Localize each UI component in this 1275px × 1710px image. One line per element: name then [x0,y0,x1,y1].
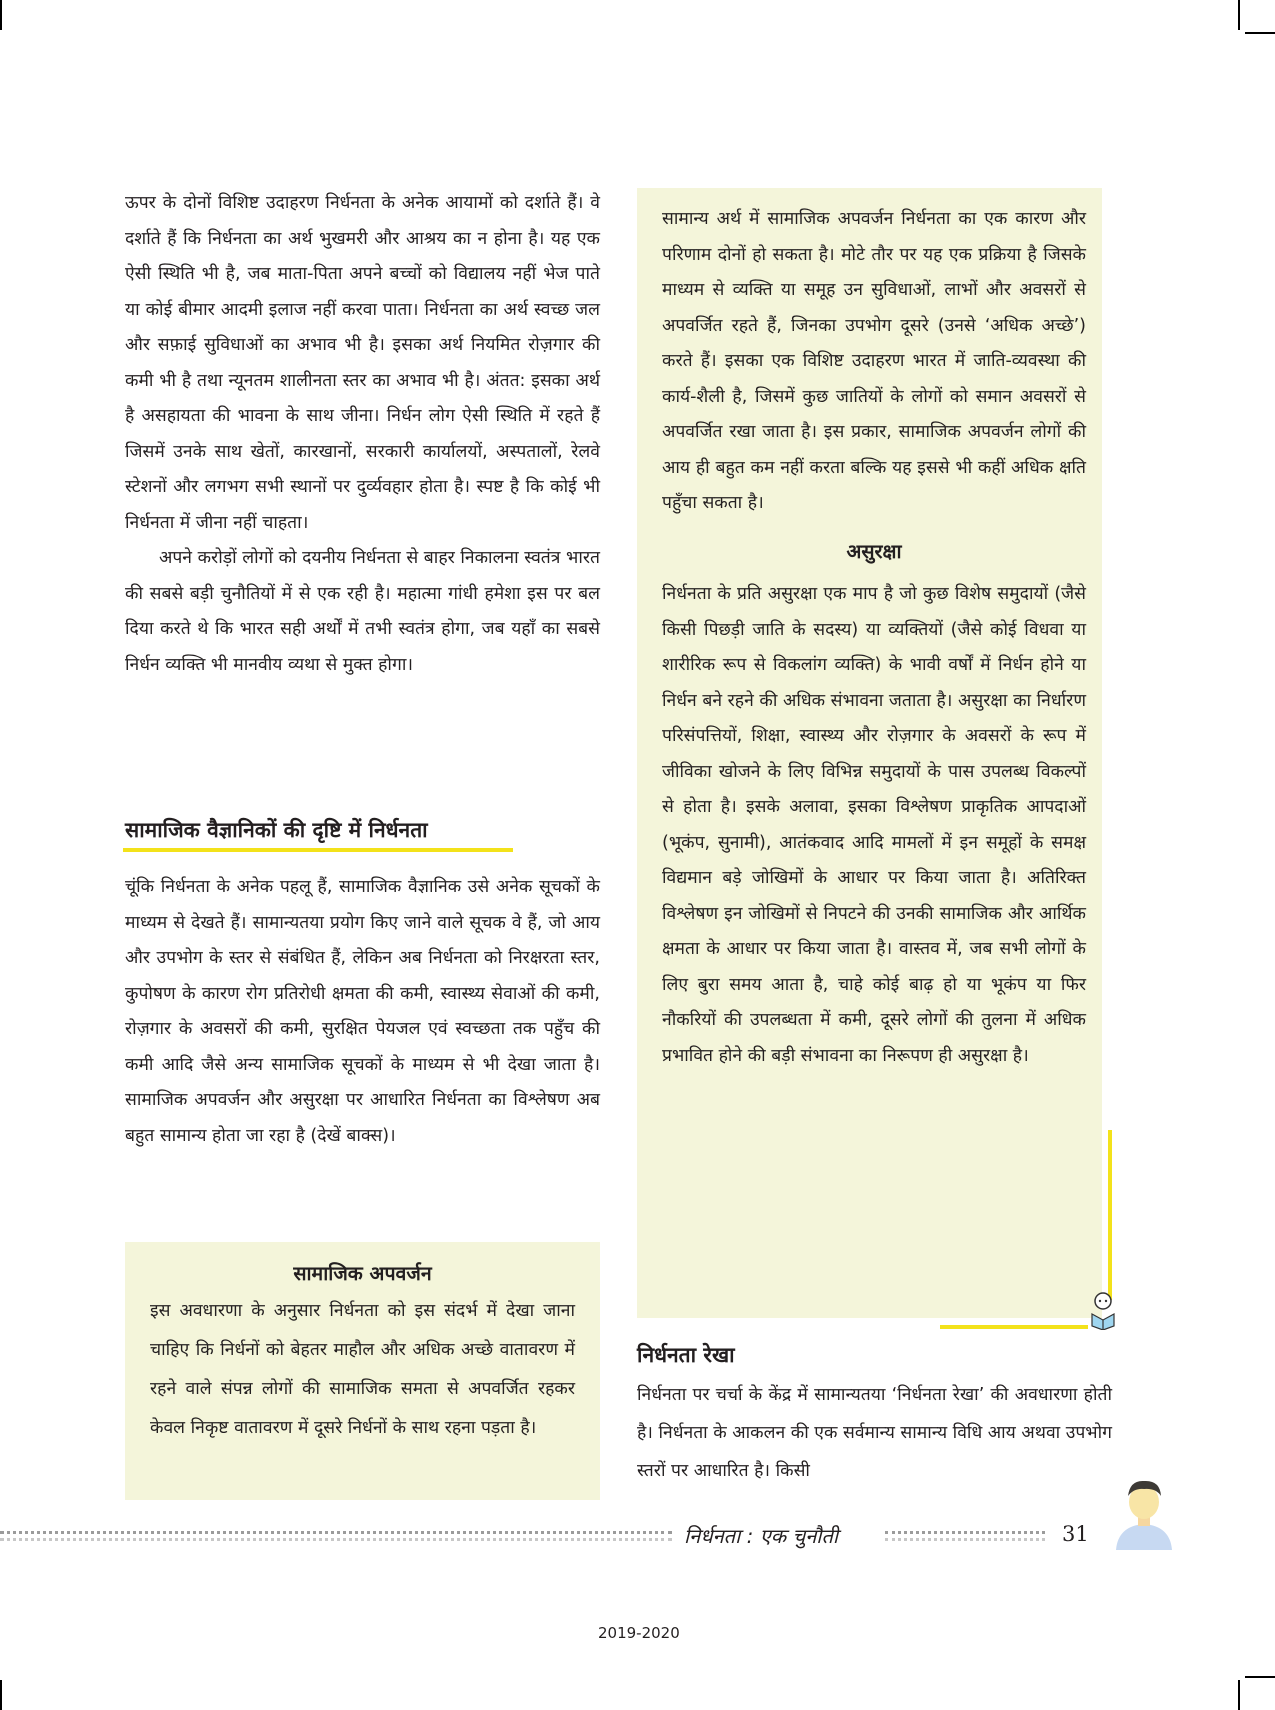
box-accent-vertical [1108,1130,1112,1300]
page-number: 31 [1062,1522,1089,1546]
box-accent-horizontal [940,1325,1088,1329]
crop-mark-right-top [1245,32,1275,34]
gandhi-paragraph: अपने करोड़ों लोगों को दयनीय निर्धनता से बाहर निकालना स्वतंत्र भारत की सबसे बड़ी चुनौतियों में से एक रही है। महात्मा गांधी हमेशा इस पर बल दिया करते थे कि भारत सही अर्थों में तभी स्वतंत्र होगा, जब यहाँ का सबसे निर्धन व्यक्ति भी मानवीय व्यथा से मुक्त होगा। [125,548,600,675]
exclusion-continued-text: सामान्य अर्थ में सामाजिक अपवर्जन निर्धनता का एक कारण और परिणाम दोनों हो सकता है। मोटे तौर पर यह एक प्रक्रिया है जिसके माध्यम से व्यक्ति या समूह उन सुविधाओं, लाभों और अवसरों से अपवर्जित रहते हैं, जिनका उपभोग दूसरे (उनसे ‘अधिक अच्छे’) करते हैं। इसका एक विशिष्ट उदाहरण भारत में जाति-व्यवस्था की कार्य-शैली है, जिसमें कुछ जातियों के लोगों को समान अवसरों से अपवर्जित रखा जाता है। इस प्रकार, सामाजिक अपवर्जन लोगों की आय ही बहुत कम नहीं करता बल्कि यह इससे भी कहीं अधिक क्षति पहुँचा सकता है। [662,209,1086,513]
heading-underline [123,848,513,852]
social-exclusion-title: सामाजिक अपवर्जन [293,1262,432,1285]
indicators-paragraph: चूंकि निर्धनता के अनेक पहलू हैं, सामाजिक वैज्ञानिक उसे अनेक सूचकों के माध्यम से देखते हैं। सामान्यतया प्रयोग किए जाने वाले सूचक वे हैं, जो आय और उपभोग के स्तर से संबंधित हैं, लेकिन अब निर्धनता को निरक्षरता स्तर, कुपोषण के कारण रोग प्रतिरोधी क्षमता की कमी, स्वास्थ्य सेवाओं की कमी, रोज़गार के अवसरों की कमी, सुरक्षित पेयजल एवं स्वच्छता तक पहुँच की कमी आदि जैसे अन्य सामाजिक सूचकों के माध्यम से भी देखा जाता है। सामाजिक अपवर्जन और असुरक्षा पर आधारित निर्धनता का विश्लेषण अब बहुत सामान्य होता जा रहा है (देखें बाक्स)। [125,877,600,1146]
chapter-title: निर्धनता : एक चुनौती [684,1524,839,1548]
indicators-column [125,870,600,1154]
poverty-line-text: निर्धनता पर चर्चा के केंद्र में सामान्यतया ‘निर्धनता रेखा’ की अवधारणा होती है। निर्धनता के आकलन की एक सर्वमान्य सामान्य विधि आय अथवा उपभोग स्तरों पर आधारित है। किसी [637,1385,1112,1481]
edition-year: 2019-2020 [598,1624,680,1642]
social-exclusion-text: इस अवधारणा के अनुसार निर्धनता को इस संदर्भ में देखा जाना चाहिए कि निर्धनों को बेहतर माहौल और अधिक अच्छे वातावरण में रहने वाले संपन्न लोगों की सामाजिक समता से अपवर्जित रहकर केवल निकृष्ट वातावरण में दूसरे निर्धनों के साथ रहना पड़ता है। [150,1300,575,1438]
intro-paragraph: ऊपर के दोनों विशिष्ट उदाहरण निर्धनता के अनेक आयामों को दर्शाते हैं। वे दर्शाते हैं कि निर्धनता का अर्थ भुखमरी और आश्रय का न होना है। यह एक ऐसी स्थिति भी है, जब माता-पिता अपने बच्चों को विद्यालय नहीं भेज पाते या कोई बीमार आदमी इलाज नहीं करवा पाता। निर्धनता का अर्थ स्वच्छ जल और सफ़ाई सुविधाओं का अभाव भी है। इसका अर्थ नियमित रोज़गार की कमी भी है तथा न्यूनतम शालीनता स्तर का अभाव भी है। अंतत: इसका अर्थ है असहायता की भावना के साथ जीना। निर्धन लोग ऐसी स्थिति में रहते हैं जिसमें उनके साथ खेतों, कारखानों, सरकारी कार्यालयों, अस्पतालों, रेलवे स्टेशनों और लगभग सभी स्थानों पर दुर्व्यवहार होता है। स्पष्ट है कि कोई भी निर्धनता में जीना नहीं चाहता। [125,193,600,533]
crop-mark-top-right [1238,0,1240,30]
footer-ornament-right [885,1531,1045,1541]
vulnerability-text: निर्धनता के प्रति असुरक्षा एक माप है जो कुछ विशेष समुदायों (जैसे किसी पिछड़ी जाति के सदस्य) या व्यक्तियों (जैसे कोई विधवा या शारीरिक रूप से विकलांग व्यक्ति) के भावी वर्षों में निर्धन होने या निर्धन बने रहने की अधिक संभावना जताता है। असुरक्षा का निर्धारण परिसंपत्तियों, शिक्षा, स्वास्थ्य और रोज़गार के अवसरों के रूप में जीविका खोजने के लिए विभिन्न समुदायों के पास उपलब्ध विकल्पों से होता है। इसके अलावा, इसका विश्लेषण प्राकृतिक आपदाओं (भूकंप, सुनामी), आतंकवाद आदि मामलों में इन समूहों के समक्ष विद्यमान बड़े जोखिमों के आधार पर किया जाता है। अतिरिक्त विश्लेषण इन जोखिमों से निपटने की उनकी सामाजिक और आर्थिक क्षमता के आधार पर किया जाता है। वास्तव में, जब सभी लोगों के लिए बुरा समय आता है, चाहे कोई बाढ़ हो या भूकंप या फिर नौकरियों की उपलब्धता में कमी, दूसरे लोगों की तुलना में अधिक प्रभावित होने की बड़ी संभावना का निरूपण ही असुरक्षा है। [662,584,1086,1066]
crop-mark-right-bottom [1245,1676,1275,1678]
poverty-line-column [637,1376,1112,1490]
student-illustration [1110,1470,1178,1550]
vulnerability-title: असुरक्षा [846,539,902,563]
social-scientists-heading: सामाजिक वैज्ञानिकों की दृष्टि में निर्धनता [125,818,428,842]
reading-child-icon [1088,1290,1118,1330]
social-exclusion-box [125,1242,600,1500]
poverty-line-heading: निर्धनता रेखा [637,1343,735,1367]
vulnerability-box [637,188,1102,1318]
crop-mark-bottom-left [0,1680,2,1710]
footer-ornament-left [0,1531,672,1541]
left-column [125,186,600,683]
crop-mark-bottom-right [1238,1680,1240,1710]
crop-mark-top-left [0,0,2,30]
